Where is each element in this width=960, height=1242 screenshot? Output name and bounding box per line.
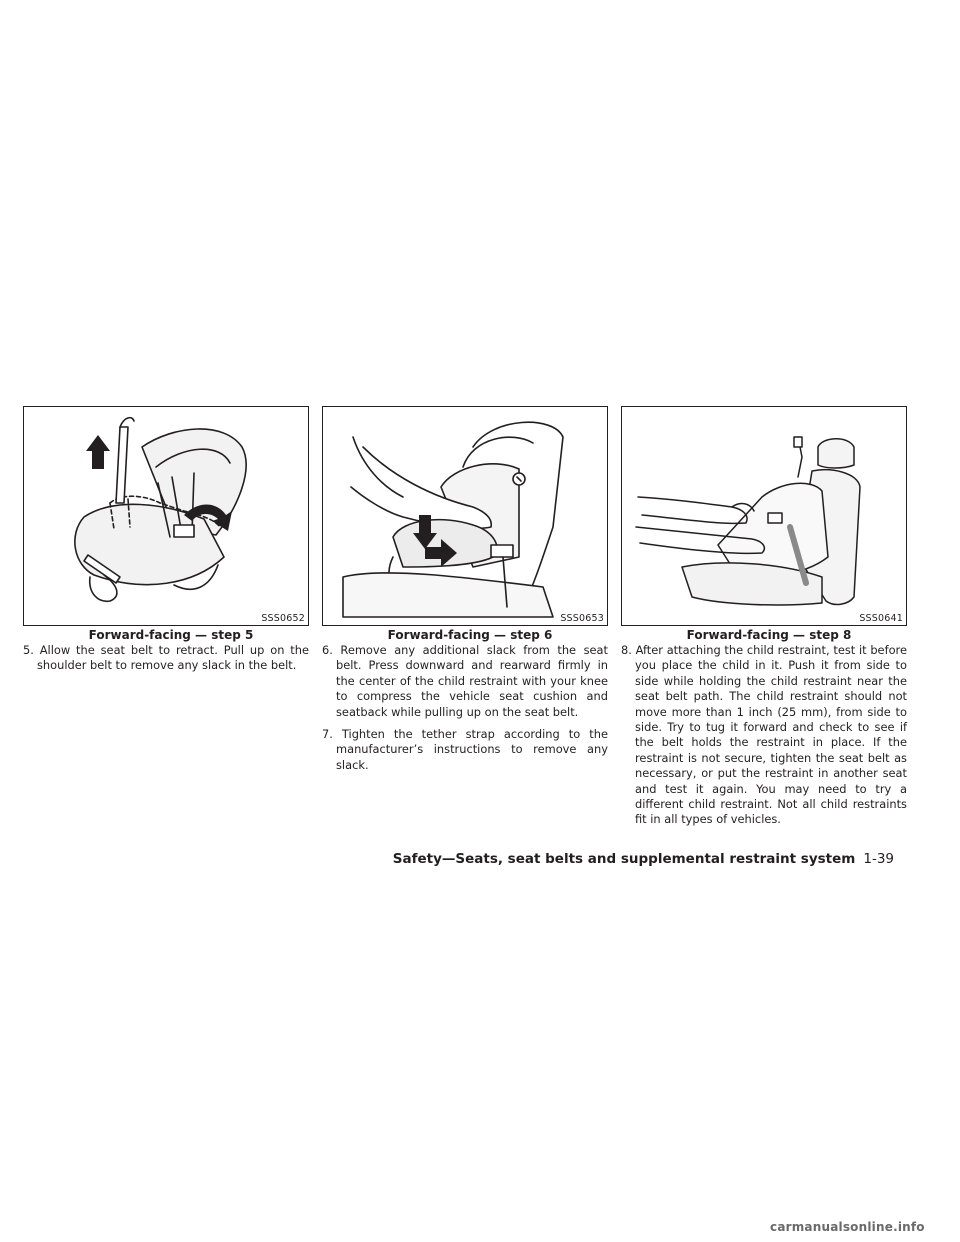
column-3 xyxy=(621,406,907,835)
instruction-step-8: 8. After attaching the child restraint, test it before you place the child in it. Push it from side to side while holding the child restraint near the seat belt path. The child restraint should not move more than 1 inch (25 mm), from side to side. Try to tug it forward and check to see if the belt holds the restraint in place. If the restraint is not secure, tighten the seat belt as necessary, or put the restraint in another seat and test it again. You may need to try a different child restraint. Not all child restraints fit in all types of vehicles. xyxy=(621,643,907,827)
column-2 xyxy=(322,406,608,780)
column-1 xyxy=(23,406,309,681)
page-footer xyxy=(393,851,894,867)
figure-code: SSS0641 xyxy=(859,613,903,624)
instruction-step-5: 5. Allow the seat belt to retract. Pull up on the shoulder belt to remove any slack in the belt. xyxy=(23,643,309,673)
instruction-step-6: 6. Remove any additional slack from the seat belt. Press downward and rearward firmly in the center of the child restraint with your knee to compress the vehicle seat cushion and seatback while pulling up on the seat belt. xyxy=(322,643,608,719)
figure-step-8 xyxy=(621,406,907,626)
figure-step-6 xyxy=(322,406,608,626)
child-seat-retract-belt-illustration xyxy=(24,407,308,625)
watermark-text: carmanualsonline.info xyxy=(770,1220,925,1234)
figure-caption: Forward-facing — step 6 xyxy=(387,628,553,642)
figure-caption: Forward-facing — step 5 xyxy=(88,628,254,642)
figure-code: SSS0652 xyxy=(261,613,305,624)
instruction-step-7: 7. Tighten the tether strap according to the manufacturer’s instructions to remove any slack. xyxy=(322,727,608,772)
page-number: 1-39 xyxy=(863,851,894,867)
footer-section-title: Safety—Seats, seat belts and supplemental restraint system xyxy=(392,851,856,867)
figure-step-5 xyxy=(23,406,309,626)
press-restraint-illustration xyxy=(323,407,607,625)
test-restraint-illustration xyxy=(622,407,906,625)
figure-code: SSS0653 xyxy=(560,613,604,624)
figure-caption: Forward-facing — step 8 xyxy=(686,628,852,642)
